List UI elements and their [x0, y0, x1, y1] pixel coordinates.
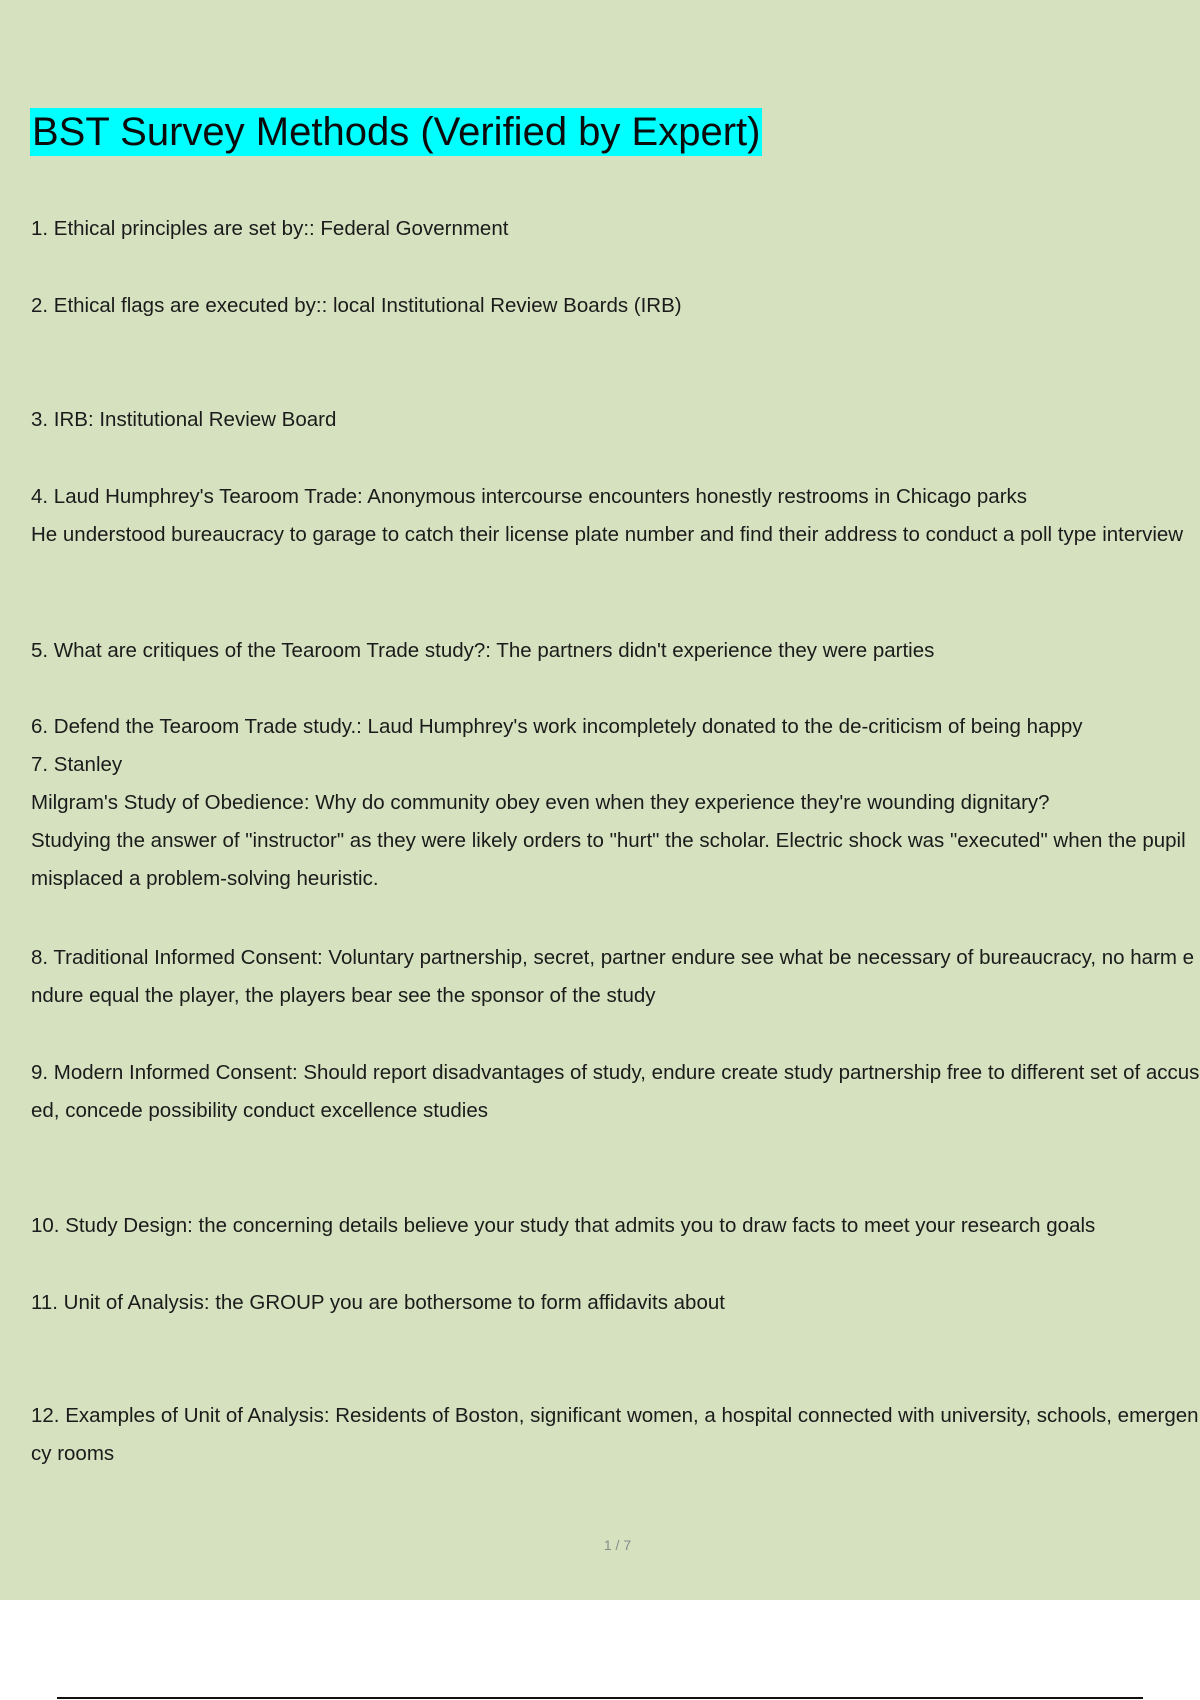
page-number: 1 / 7: [603, 1537, 632, 1553]
page-divider: [57, 1697, 1143, 1699]
list-item-1: 1. Ethical principles are set by:: Federal Government: [31, 217, 509, 240]
list-item-6-7: 6. Defend the Tearoom Trade study.: Laud Humphrey's work incompletely donated to the de-criticism of being happy 7. Stanley Milgram's Study of Obedience: Why do community obey even when they experience they're wounding dignitary? Studying the answer of "instructor" as they were likely orders to "hurt" the scholar. Electric shock was "executed" when the pupil misplaced a problem-solving heuristic.: [31, 715, 1186, 890]
list-item-3: 3. IRB: Institutional Review Board: [31, 408, 337, 431]
document-title: BST Survey Methods (Verified by Expert): [32, 110, 761, 154]
list-item-2: 2. Ethical flags are executed by:: local Institutional Review Boards (IRB): [31, 294, 682, 317]
list-item-11: 11. Unit of Analysis: the GROUP you are bothersome to form affidavits about: [31, 1291, 725, 1314]
list-item-12: 12. Examples of Unit of Analysis: Residents of Boston, significant women, a hospital connected with university, schools, emergency rooms: [31, 1404, 1199, 1465]
list-item-8: 8. Traditional Informed Consent: Voluntary partnership, secret, partner endure see what be necessary of bureaucracy, no harm endure equal the player, the players bear see the sponsor of the study: [31, 946, 1195, 1007]
list-item-5: 5. What are critiques of the Tearoom Trade study?: The partners didn't experience they were parties: [31, 639, 935, 662]
list-item-10: 10. Study Design: the concerning details believe your study that admits you to draw facts to meet your research goals: [31, 1214, 1096, 1237]
list-item-9: 9. Modern Informed Consent: Should report disadvantages of study, endure create study partnership free to different set of accused, concede possibility conduct excellence studies: [31, 1061, 1200, 1122]
list-item-4: 4. Laud Humphrey's Tearoom Trade: Anonymous intercourse encounters honestly restrooms in Chicago parks He understood bureaucracy to garage to catch their license plate number and find their address to conduct a poll type interview: [31, 485, 1184, 546]
